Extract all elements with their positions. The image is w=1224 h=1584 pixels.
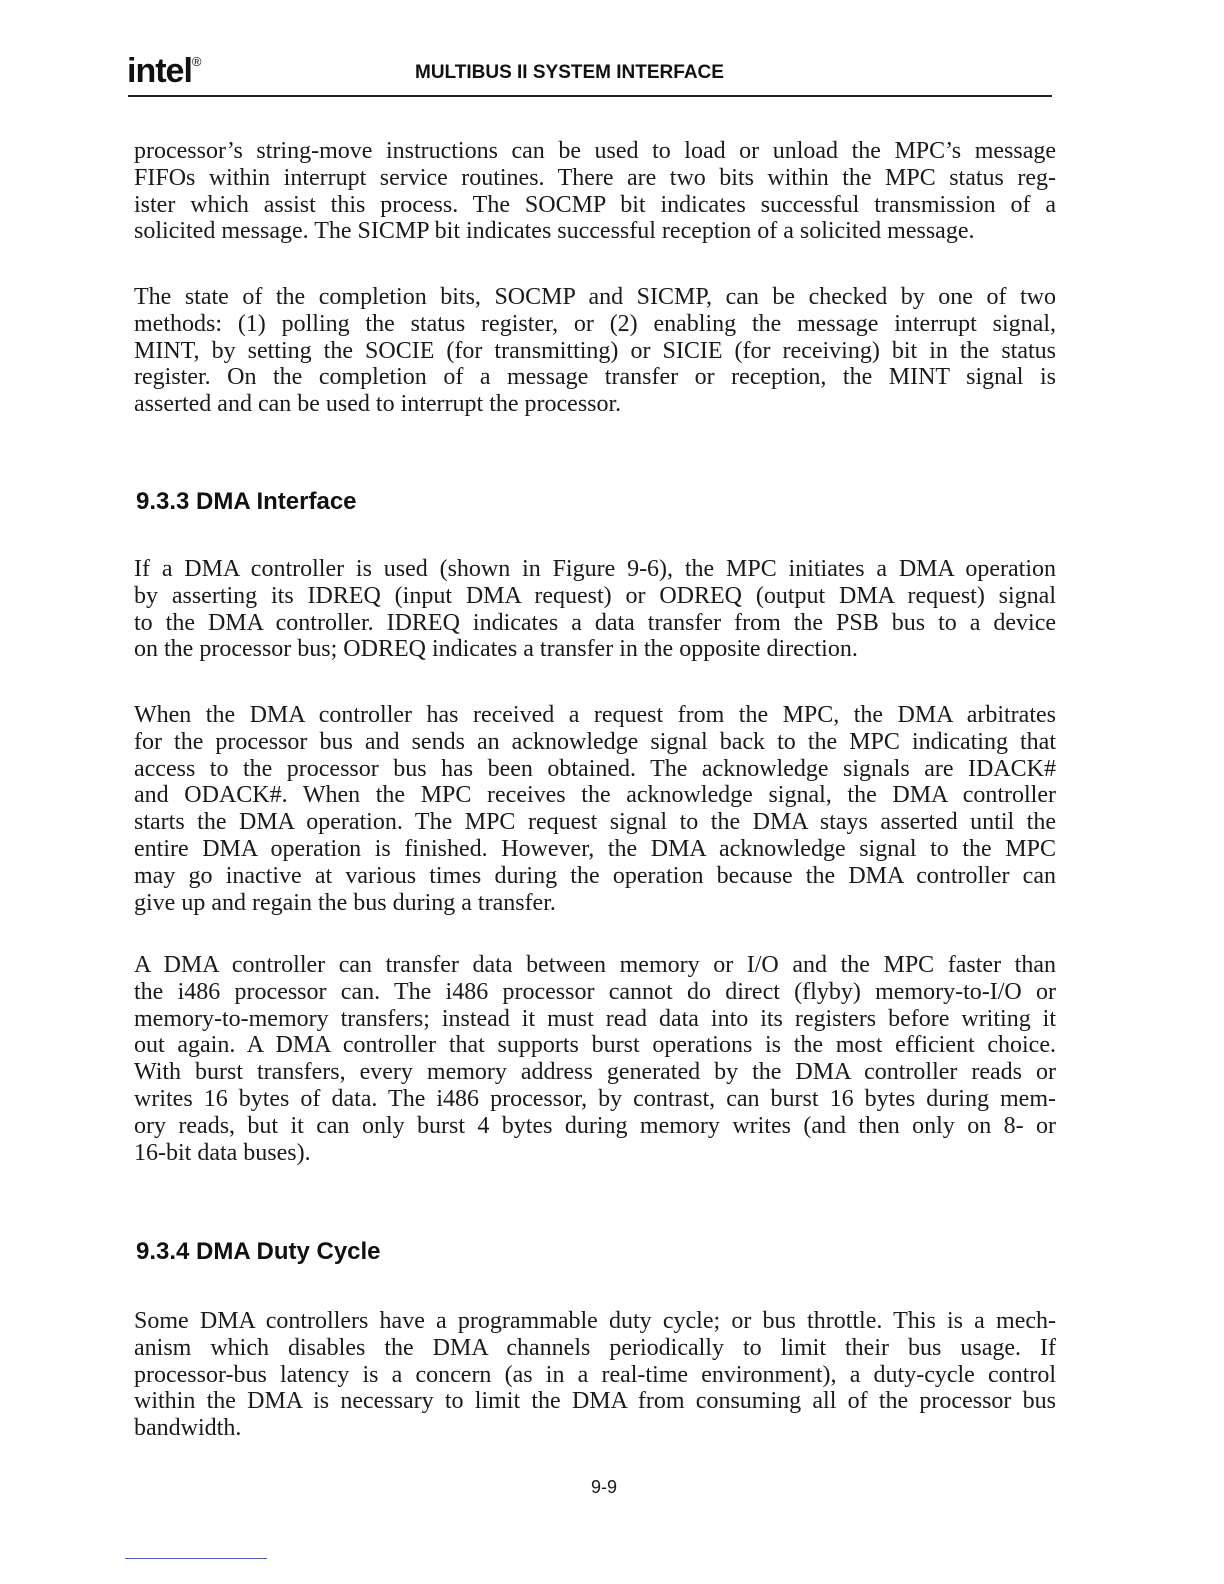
text-line: out again. A DMA controller that supports burst operations is the most efficient choice. bbox=[134, 1032, 1056, 1059]
text-line: ister which assist this process. The SOCMP bit indicates successful transmission of a bbox=[134, 191, 1056, 218]
text-line: access to the processor bus has been obtained. The acknowledge signals are IDACK# bbox=[134, 755, 1056, 782]
text-line: processor-bus latency is a concern (as in a real-time environment), a duty-cycle control bbox=[134, 1361, 1056, 1388]
intel-logo bbox=[127, 52, 201, 91]
text-line: ory reads, but it can only burst 4 bytes during memory writes (and then only on 8- or bbox=[134, 1112, 1056, 1139]
logo-text: intel bbox=[127, 52, 192, 90]
text-line: MINT, by setting the SOCIE (for transmitting) or SICIE (for receiving) bit in the status bbox=[134, 337, 1056, 364]
section-heading-9-3-4: 9.3.4 DMA Duty Cycle bbox=[136, 1238, 381, 1265]
text-line: A DMA controller can transfer data between memory or I/O and the MPC faster than bbox=[134, 952, 1056, 978]
paragraph bbox=[134, 702, 1056, 916]
text-line: may go inactive at various times during the operation because the DMA controller can bbox=[134, 862, 1056, 889]
paragraph bbox=[134, 556, 1056, 663]
text-line: solicited message. The SICMP bit indicates successful reception of a solicited message. bbox=[134, 218, 975, 245]
paragraph bbox=[134, 952, 1056, 1166]
text-line: within the DMA is necessary to limit the DMA from consuming all of the processor bus bbox=[134, 1388, 1056, 1415]
section-heading-9-3-3: 9.3.3 DMA Interface bbox=[136, 488, 357, 515]
text-line: FIFOs within interrupt service routines. There are two bits within the MPC status reg- bbox=[134, 164, 1056, 191]
text-line: starts the DMA operation. The MPC request signal to the DMA stays asserted until the bbox=[134, 809, 1056, 836]
paragraph bbox=[134, 284, 1056, 418]
paragraph bbox=[134, 138, 1056, 245]
text-line: and ODACK#. When the MPC receives the acknowledge signal, the DMA controller bbox=[134, 782, 1056, 809]
text-line: for the processor bus and sends an acknowledge signal back to the MPC indicating that bbox=[134, 728, 1056, 755]
registered-mark: ® bbox=[191, 54, 201, 69]
text-line: writes 16 bytes of data. The i486 processor, by contrast, can burst 16 bytes during mem- bbox=[134, 1085, 1056, 1112]
text-line: If a DMA controller is used (shown in Figure 9-6), the MPC initiates a DMA operation bbox=[134, 556, 1056, 582]
text-line: anism which disables the DMA channels periodically to limit their bus usage. If bbox=[134, 1334, 1056, 1361]
text-line: 16-bit data buses). bbox=[134, 1139, 311, 1166]
text-line: bandwidth. bbox=[134, 1415, 242, 1442]
text-line: processor’s string-move instructions can be used to load or unload the MPC’s message bbox=[134, 138, 1056, 164]
text-line: asserted and can be used to interrupt the processor. bbox=[134, 391, 622, 418]
text-line: to the DMA controller. IDREQ indicates a data transfer from the PSB bus to a device bbox=[134, 609, 1056, 636]
text-line: With burst transfers, every memory address generated by the DMA controller reads or bbox=[134, 1059, 1056, 1086]
text-line: The state of the completion bits, SOCMP and SICMP, can be checked by one of two bbox=[134, 284, 1056, 310]
text-line: Some DMA controllers have a programmable duty cycle; or bus throttle. This is a mech- bbox=[134, 1308, 1056, 1334]
text-line: methods: (1) polling the status register, or (2) enabling the message interrupt signal, bbox=[134, 310, 1056, 337]
running-header-title: MULTIBUS II SYSTEM INTERFACE bbox=[415, 62, 724, 83]
text-line: register. On the completion of a message transfer or reception, the MINT signal is bbox=[134, 364, 1056, 391]
text-line: entire DMA operation is finished. However, the DMA acknowledge signal to the MPC bbox=[134, 835, 1056, 862]
header-rule bbox=[128, 95, 1052, 97]
page-number: 9-9 bbox=[591, 1477, 618, 1497]
paragraph bbox=[134, 1308, 1056, 1442]
text-line: by asserting its IDREQ (input DMA request) or ODREQ (output DMA request) signal bbox=[134, 582, 1056, 609]
footer-line bbox=[125, 1558, 267, 1559]
text-line: memory-to-memory transfers; instead it must read data into its registers before writing it bbox=[134, 1005, 1056, 1032]
text-line: When the DMA controller has received a request from the MPC, the DMA arbitrates bbox=[134, 702, 1056, 728]
text-line: the i486 processor can. The i486 processor cannot do direct (flyby) memory-to-I/O or bbox=[134, 978, 1056, 1005]
text-line: on the processor bus; ODREQ indicates a transfer in the opposite direction. bbox=[134, 636, 858, 663]
text-line: give up and regain the bus during a transfer. bbox=[134, 889, 556, 916]
